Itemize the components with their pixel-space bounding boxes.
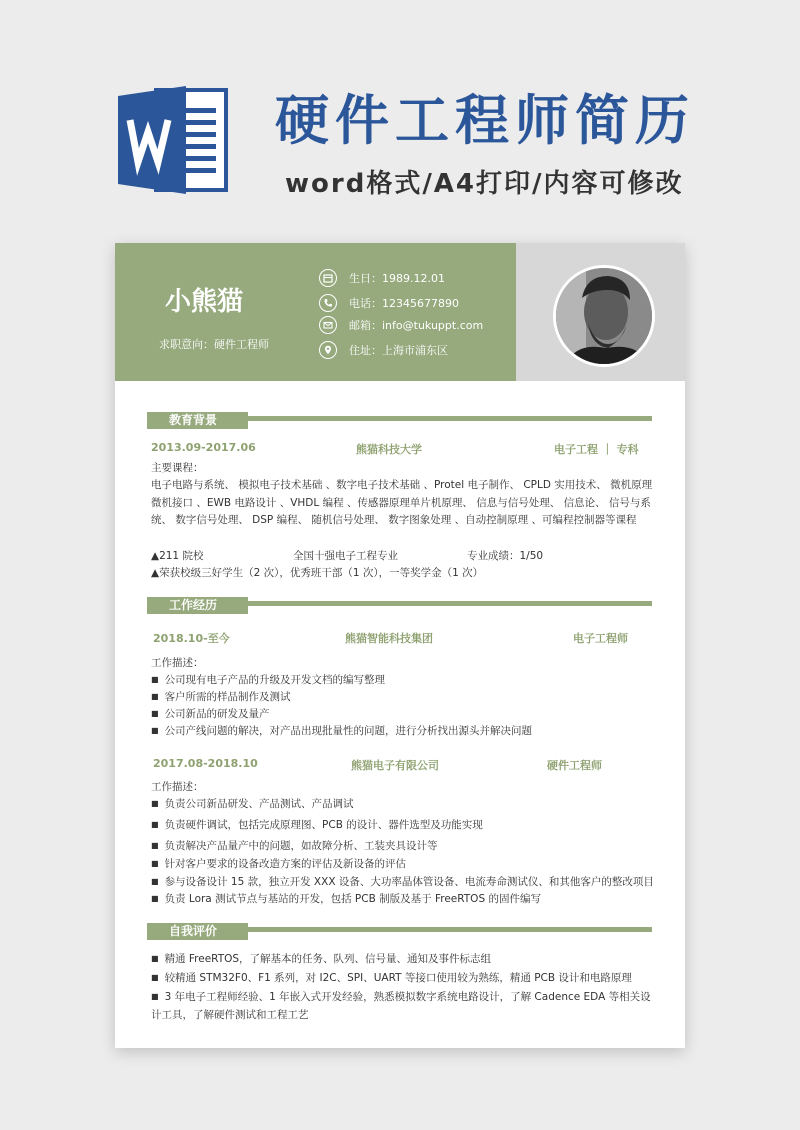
phone-icon [319,294,337,312]
job-meta [151,757,641,773]
list-item: ■ 参与设备设计 15 款，独立开发 XXX 设备、大功率晶体管设备、电流寿命测试仪、和其他客户的整改项目 [151,874,654,891]
job-company: 熊猫智能科技集团 [345,632,433,645]
calendar-icon [319,269,337,287]
section-label: 教育背景 [147,412,248,429]
job-meta [151,630,641,646]
education-highlight-major: 全国十强电子工程专业 [293,550,398,562]
section-work-heading [147,597,652,614]
list-item: ■ 公司现有电子产品的升级及开发文档的编写整理 [151,672,385,689]
job-intent: 求职意向：硬件工程师 [159,338,269,351]
job-desc-label: 工作描述： [151,657,204,669]
education-highlight-score: 专业成绩：1/50 [467,550,544,562]
education-major: 电子工程 ｜ 专科 [554,443,639,456]
contact-address [319,340,448,360]
list-item: ■ 负责公司新品研发、产品测试、产品调试 [151,796,354,813]
contact-text: 邮箱：info@tukuppt.com [349,319,484,332]
list-item: ■ 负责硬件调试，包括完成原理图、PCB 的设计、器件选型及功能实现 [151,817,483,834]
contact-text: 生日：1989.12.01 [349,272,445,285]
contact-birthday [319,268,445,288]
section-rule [248,416,652,421]
section-label: 自我评价 [147,923,248,940]
contact-email [319,315,483,335]
list-item: ■ 精通 FreeRTOS，了解基本的任务、队列、信号量、通知及事件标志组 [151,951,491,968]
word-document-icon [118,86,230,194]
mail-icon [319,316,337,334]
job-desc-label: 工作描述： [151,781,204,793]
job-period: 2017.08-2018.10 [153,757,258,770]
list-item: ■ 负责 Lora 测试节点与基站的开发，包括 PCB 制版及基于 FreeRTOS 的固件编写 [151,891,541,908]
list-item: ■ 客户所需的样品制作及测试 [151,689,291,706]
profile-header [115,243,516,381]
courses-text: 电子电路与系统、 模拟电子技术基础 、数字电子技术基础 、Protel 电子制作、 CPLD 实用技术、 微机原理微机接口 、EWB 电路设计 、VHDL 编程 、传感器原理单片机原理、 信息与信号处理、 信息论、 信号与系统、 数字信号处理、 DSP 编程、 随机信号处理、 数字图象处理 、自动控制原理 、可编程控制器等课程 [151,479,653,527]
courses-label: 主要课程： [151,462,204,474]
education-awards: ▲荣获校级三好学生（2 次），优秀班干部（1 次），一等奖学金（1 次） [151,567,484,579]
section-self-eval-heading [147,923,652,940]
education-period: 2013.09-2017.06 [151,441,256,454]
education-meta [151,441,641,457]
section-education-heading [147,412,652,429]
education-school: 熊猫科技大学 [356,443,422,456]
contact-phone [319,293,459,313]
education-highlight-school: ▲211 院校 [151,550,204,562]
job-title: 硬件工程师 [547,759,602,772]
banner [0,0,800,225]
job-title: 电子工程师 [573,632,628,645]
banner-subtitle: word格式/A4打印/内容可修改 [285,169,684,199]
job-period: 2018.10-至今 [153,632,230,645]
section-rule [248,601,652,606]
list-item: ■ 3 年电子工程师经验、1 年嵌入式开发经验，熟悉模拟数字系统电路设计，了解 Cadence EDA 等相关设计工具，了解硬件测试和工程工艺 [151,989,651,1024]
list-item: ■ 较精通 STM32F0、F1 系列，对 I2C、SPI、UART 等接口使用较为熟练，精通 PCB 设计和电路原理 [151,970,632,987]
contact-text: 住址：上海市浦东区 [349,344,448,357]
candidate-name: 小熊猫 [165,287,244,317]
list-item: ■ 针对客户要求的设备改造方案的评估及新设备的评估 [151,856,406,873]
section-label: 工作经历 [147,597,248,614]
profile-photo [553,265,655,367]
job-company: 熊猫电子有限公司 [351,759,439,772]
list-item: ■ 公司新品的研发及量产 [151,706,270,723]
banner-title: 硬件工程师简历 [275,89,695,152]
contact-text: 电话：12345677890 [349,297,459,310]
resume-sheet [115,243,685,1048]
location-icon [319,341,337,359]
section-rule [248,927,652,932]
list-item: ■ 负责解决产品量产中的问题，如故障分析、工装夹具设计等 [151,838,438,855]
list-item: ■ 公司产线问题的解决，对产品出现批量性的问题，进行分析找出源头并解决问题 [151,723,532,740]
